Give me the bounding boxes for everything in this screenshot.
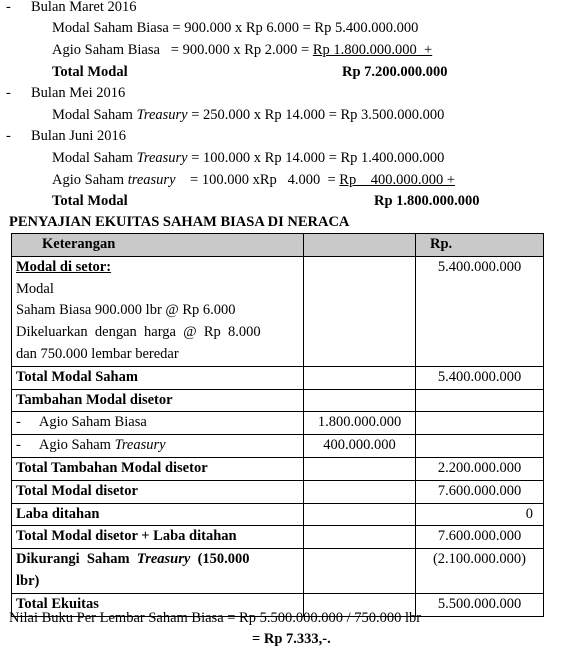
maret-heading: Bulan Maret 2016 [31, 0, 137, 15]
table-row [12, 256, 544, 366]
bullet-dash: - [6, 0, 11, 15]
mei-treasury-line: Modal Saham Treasury = 250.000 x Rp 14.000 = Rp 3.500.000.000 [52, 107, 445, 123]
modal-setor-title: Modal di setor: [16, 258, 112, 275]
header-rp: Rp. [416, 234, 544, 257]
juni-agio-value: Rp 400.000.000 + [339, 172, 456, 188]
nilai-buku-line: Nilai Buku Per Lembar Saham Biasa = Rp 5.500.000.000 / 750.000 lbr [9, 610, 422, 626]
table-row [12, 480, 544, 503]
table-row [12, 457, 544, 480]
modal-setor-line: Dikeluarkan dengan harga @ Rp 8.000 [16, 324, 261, 341]
maret-agio-line: Agio Saham Biasa = 900.000 x Rp 2.000 = Rp 1.800.000.000 + [52, 42, 433, 58]
total-modal-saham-value: 5.400.000.000 [416, 366, 544, 389]
table-header-row [12, 234, 544, 257]
juni-agio-line: Agio Saham treasury = 100.000 xRp 4.000 = Rp 400.000.000 + [52, 172, 456, 188]
table-row [12, 412, 544, 435]
modal-setor-cell [12, 256, 304, 366]
agio-treasury-label: - Agio Saham Treasury [12, 435, 304, 458]
total-tambahan-value: 2.200.000.000 [416, 457, 544, 480]
agio-biasa-value: 1.800.000.000 [304, 412, 416, 435]
table-row [12, 435, 544, 458]
total-ekuitas-value: 5.500.000.000 [416, 593, 544, 616]
total-modal-disetor-label: Total Modal disetor [12, 480, 304, 503]
total-plus-laba-label: Total Modal disetor + Laba ditahan [12, 526, 304, 549]
modal-setor-line: dan 750.000 lembar beredar [16, 345, 179, 362]
tambahan-title: Tambahan Modal disetor [12, 389, 304, 412]
table-row [12, 389, 544, 412]
bullet-dash: - [6, 85, 11, 101]
total-modal-saham-label: Total Modal Saham [12, 366, 304, 389]
modal-setor-value: 5.400.000.000 [416, 256, 544, 366]
juni-total-label: Total Modal [52, 193, 128, 209]
total-modal-disetor-value: 7.600.000.000 [416, 480, 544, 503]
laba-ditahan-value: 0 [416, 503, 544, 526]
dikurangi-label: Dikurangi Saham Treasury (150.000 lbr) [12, 549, 304, 594]
mei-heading: Bulan Mei 2016 [31, 85, 126, 101]
agio-treasury-value: 400.000.000 [304, 435, 416, 458]
section-title: PENYAJIAN EKUITAS SAHAM BIASA DI NERACA [9, 214, 350, 230]
equity-table [11, 233, 544, 617]
table-row [12, 526, 544, 549]
juni-treasury-line: Modal Saham Treasury = 100.000 x Rp 14.000 = Rp 1.400.000.000 [52, 150, 445, 166]
maret-total-value: Rp 7.200.000.000 [342, 64, 448, 80]
agio-biasa-label: - Agio Saham Biasa [12, 412, 304, 435]
modal-setor-line: Modal [16, 280, 54, 297]
total-tambahan-label: Total Tambahan Modal disetor [12, 457, 304, 480]
maret-agio-value: Rp 1.800.000.000 + [312, 42, 433, 58]
maret-total-label: Total Modal [52, 64, 128, 80]
table-row [12, 366, 544, 389]
juni-total-value: Rp 1.800.000.000 [374, 193, 480, 209]
juni-heading: Bulan Juni 2016 [31, 128, 127, 144]
table-row [12, 503, 544, 526]
nilai-buku-result: = Rp 7.333,-. [252, 631, 331, 647]
table-row [12, 549, 544, 594]
laba-ditahan-label: Laba ditahan [12, 503, 304, 526]
total-ekuitas-label: Total Ekuitas [12, 593, 304, 616]
bullet-dash: - [6, 128, 11, 144]
header-empty [304, 234, 416, 257]
header-keterangan: Keterangan [12, 234, 304, 257]
maret-modal-line: Modal Saham Biasa = 900.000 x Rp 6.000 = Rp 5.400.000.000 [52, 20, 419, 36]
dikurangi-value: (2.100.000.000) [416, 549, 544, 594]
total-plus-laba-value: 7.600.000.000 [416, 526, 544, 549]
modal-setor-line: Saham Biasa 900.000 lbr @ Rp 6.000 [16, 302, 236, 319]
